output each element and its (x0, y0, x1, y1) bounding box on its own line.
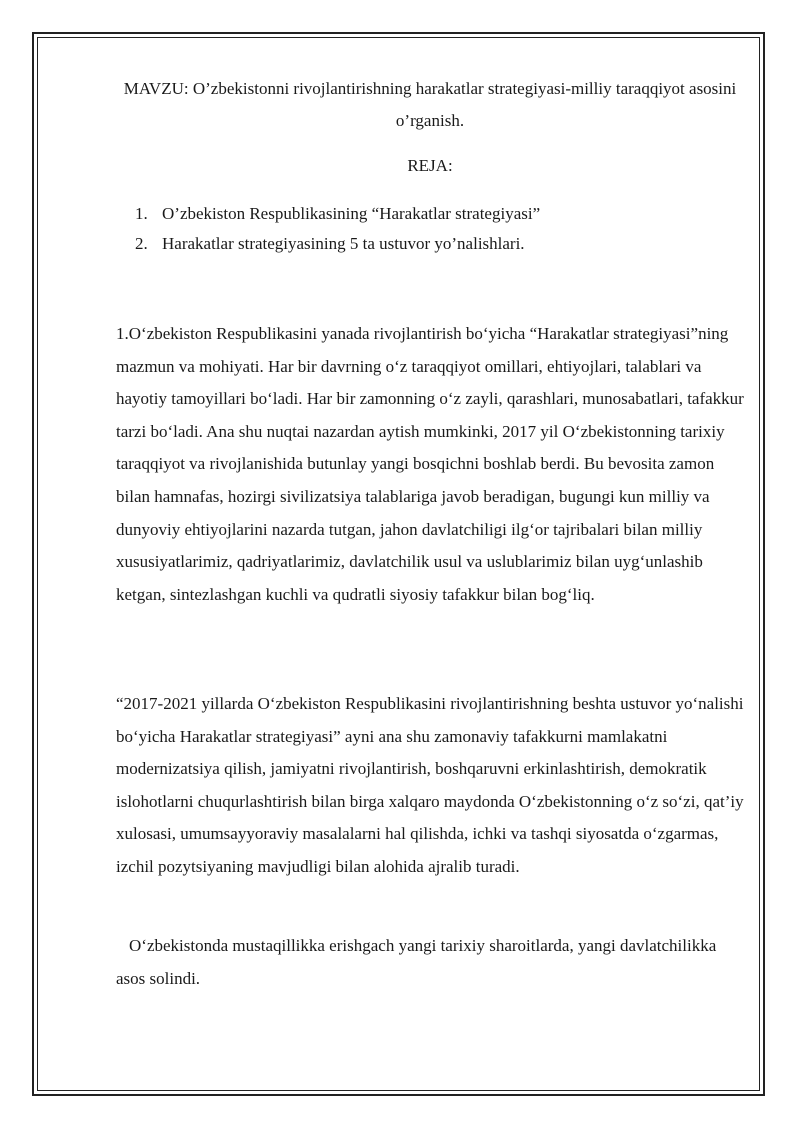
plan-item (135, 229, 735, 259)
plan-item-text: O’zbekiston Respublikasining “Harakatlar strategiyasi” (162, 204, 541, 223)
body-paragraph-1: 1.O‘zbekiston Respublikasini yanada rivojlantirish bo‘yicha “Harakatlar strategiyasi”ning mazmun va mohiyati. Har bir davrning o‘z taraqqiyot omillari, ehtiyojlari, talablari va hayotiy tamoyillari bo‘ladi. Har bir zamonning o‘z zayli, qarashlari, munosabatlari, tafakkur tarzi bo‘ladi. Ana shu nuqtai nazardan aytish mumkinki, 2017 yil O‘zbekistonning tarixiy taraqqiyot va rivojlanishida butunlay yangi bosqichni boshlab berdi. Bu bevosita zamon bilan hamnafas, hozirgi sivilizatsiya talablariga javob beradigan, bugungi kun milliy va dunyoviy ehtiyojlarini nazarda tutgan, jahon davlatchiligi ilg‘or tajribalari bilan milliy xususiyatlarimiz, qadriyatlarimiz, davlatchilik usul va uslublarimiz bilan uyg‘unlashib ketgan, sintezlashgan kuchli va qudratli siyosiy tafakkur bilan bog‘liq. (116, 324, 744, 604)
body-paragraph-3: O‘zbekistonda mustaqillikka erishgach yangi tarixiy sharoitlarda, yangi davlatchilikka asos solindi. (116, 936, 717, 988)
plan-heading: REJA: (407, 156, 453, 175)
document-title: MAVZU: O’zbekistonni rivojlantirishning harakatlar strategiyasi-milliy taraqqiyot asosini o’rganish. (123, 79, 737, 130)
body-paragraph-2: “2017-2021 yillarda O‘zbekiston Respublikasini rivojlantirishning beshta ustuvor yo‘nalishi bo‘yicha Harakatlar strategiyasi” ayni ana shu zamonaviy tafakkurni mamlakatni modernizatsiya qilish, jamiyatni rivojlantirish, boshqaruvni erkinlashtirish, demokratik islohotlarni chuqurlashtirish bilan birga xalqaro maydonda O‘zbekistonning o‘z so‘zi, qat’iy xulosasi, umumsayyoraviy masalalarni hal qilishda, ichki va tashqi siyosatda o‘zgarmas, izchil pozytsiyaning mavjudligi bilan alohida ajralib turadi. (116, 694, 744, 876)
plan-item (135, 199, 735, 229)
plan-item-number: 1. (135, 204, 148, 223)
plan-list (135, 199, 735, 259)
plan-item-text: Harakatlar strategiyasining 5 ta ustuvor yo’nalishlari. (162, 234, 525, 253)
plan-item-number: 2. (135, 234, 148, 253)
